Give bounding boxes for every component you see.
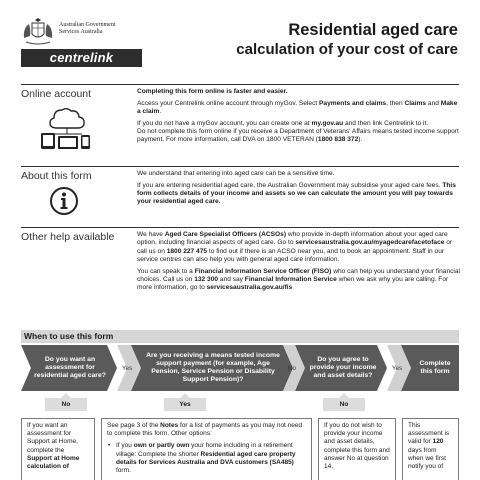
text: , then bbox=[386, 99, 405, 107]
other-help-heading: Other help available bbox=[21, 231, 115, 243]
text: Do not complete this form online if you receive a Department of Veterans' Affairs means tested income support payment. For more information, call DVA on 1800 VETERAN ( bbox=[137, 127, 459, 144]
acso-phone-number: 1800 227 475 bbox=[166, 247, 208, 255]
page-title bbox=[236, 20, 458, 59]
dva-phone-number: 1800 838 372 bbox=[317, 136, 359, 144]
text: If you do not have a myGov account, you can create one at bbox=[137, 119, 312, 127]
about-para-2 bbox=[137, 182, 462, 207]
connector-3-label: Yes bbox=[391, 364, 403, 372]
answer-1-label: No bbox=[45, 398, 87, 411]
text: If you want an assessment for Support at Home, complete the bbox=[27, 422, 78, 454]
fiso-text: Financial Information Service Officer (FISO) bbox=[194, 267, 332, 275]
text: This assessment is valid for bbox=[408, 422, 450, 446]
answer-2-label: Yes bbox=[164, 398, 206, 411]
online-account-heading: Online account bbox=[21, 88, 92, 100]
title-line-2: calculation of your cost of care bbox=[236, 41, 458, 58]
make-a-claim-text: Make a claim bbox=[137, 99, 458, 115]
step-3-text: Do you agree to provide your income and asset details? bbox=[309, 356, 377, 379]
text: ). bbox=[358, 136, 363, 144]
text: If you bbox=[116, 442, 134, 450]
step-2-text: Are you receiving a means tested income support payment (for example, Age Pension, Service Pension or Disability Support Pension)? bbox=[146, 352, 280, 383]
sa485-form-text: Residential aged care property details for Services Australia and DVA customers (SA485) bbox=[116, 450, 296, 466]
outcome-box-3: If you do not wish to provide your income and asset details, complete this form and answer No at question 14. bbox=[318, 418, 396, 480]
outcome-box-2 bbox=[101, 418, 312, 480]
gov-line-2: Services Australia bbox=[59, 29, 103, 35]
acso-text: Aged Care Specialist Officers (ACSOs) bbox=[164, 231, 287, 238]
step-1-text: Do you want an assessment for residential aged care? bbox=[34, 356, 106, 379]
text: days from when we first notify you of bbox=[408, 446, 446, 471]
text: to find out if there is an ACSO near you, and to book an appointment. Staff in our service centres can also help you with general aged care information. bbox=[137, 247, 445, 263]
section-divider bbox=[21, 84, 459, 85]
text: You can speak to a bbox=[137, 267, 195, 275]
connector-2-label: No bbox=[288, 364, 296, 372]
answer-3-label: No bbox=[323, 398, 365, 411]
about-heading: About this form bbox=[21, 170, 92, 182]
online-account-lead: Completing this form online is faster and easier. bbox=[137, 88, 288, 95]
step-4-text: Complete this form bbox=[419, 360, 451, 375]
claims-text: Claims bbox=[404, 99, 427, 107]
gov-line-1: Australian Government bbox=[59, 22, 116, 28]
validity-days: 120 bbox=[432, 438, 444, 446]
text: and say bbox=[218, 275, 245, 283]
own-or-partly-own-text: own or partly own bbox=[133, 442, 190, 450]
devices-icon bbox=[40, 107, 92, 151]
info-icon bbox=[49, 186, 79, 216]
text: form. bbox=[116, 467, 131, 475]
text: Access your Centrelink online account through myGov. Select bbox=[137, 99, 320, 107]
title-line-1: Residential aged care bbox=[288, 21, 458, 39]
online-account-body bbox=[137, 88, 462, 148]
text: your home including in a retirement village: Complete the shorter bbox=[116, 442, 293, 458]
about-body bbox=[137, 170, 462, 210]
mygov-link[interactable]: my.gov.au bbox=[311, 119, 344, 127]
text: who provide in-depth information about your aged care option, including financial aspects of aged care. Go to bbox=[137, 231, 448, 247]
other-help-para-2 bbox=[137, 268, 462, 293]
text: who can help you understand your financial choices. Call us on bbox=[137, 267, 461, 283]
online-account-para-2 bbox=[137, 100, 462, 117]
fiso-phone-number: 132 300 bbox=[194, 275, 219, 283]
centrelink-brand: centrelink bbox=[21, 49, 142, 67]
section-divider bbox=[21, 166, 459, 167]
outcome-box-1 bbox=[21, 418, 95, 480]
section-divider bbox=[21, 227, 459, 228]
text: or call us on bbox=[137, 239, 453, 255]
text: and bbox=[426, 99, 441, 107]
when-to-use-title: When to use this form bbox=[24, 331, 114, 341]
text: when we ask why you are calling. For more information, go to bbox=[137, 275, 449, 292]
online-account-para-3 bbox=[137, 120, 462, 128]
fis-keyword-text: Financial Information Service bbox=[244, 275, 337, 283]
fis-link[interactable]: servicesaustralia.gov.au/fis bbox=[206, 284, 293, 292]
support-at-home-form-text: Support at Home calculation of bbox=[27, 454, 80, 471]
text: We have bbox=[137, 231, 165, 238]
text: for a list of payments as you may not need to complete this form. Other options: bbox=[107, 422, 303, 438]
form-purpose-text: This form collects details of your income and assets so we can calculate the amount you will pay towards your residential aged care. bbox=[137, 181, 456, 206]
about-para-1: We understand that entering into aged care can be a sensitive time. bbox=[137, 170, 335, 177]
connector-1-label: Yes bbox=[121, 364, 133, 372]
options-list bbox=[107, 442, 306, 475]
other-help-para-1 bbox=[137, 231, 462, 264]
text: and then link Centrelink to it. bbox=[343, 119, 429, 127]
text: If you are entering residential aged care, the Australian Government may subsidise your aged care fees. bbox=[137, 181, 443, 189]
notes-text: Notes bbox=[160, 422, 179, 429]
payments-and-claims-text: Payments and claims bbox=[319, 99, 387, 107]
coat-of-arms-icon bbox=[21, 18, 55, 48]
text: . bbox=[159, 107, 162, 115]
online-account-para-4 bbox=[137, 128, 462, 145]
other-help-body bbox=[137, 231, 462, 296]
text: See page 3 of the bbox=[107, 422, 161, 429]
acso-link[interactable]: servicesaustralia.gov.au/myagedcarefacetoface bbox=[295, 239, 445, 247]
decision-flowchart bbox=[21, 345, 459, 391]
government-wordmark bbox=[59, 22, 115, 36]
list-item bbox=[107, 442, 306, 475]
outcome-box-4 bbox=[402, 418, 459, 480]
